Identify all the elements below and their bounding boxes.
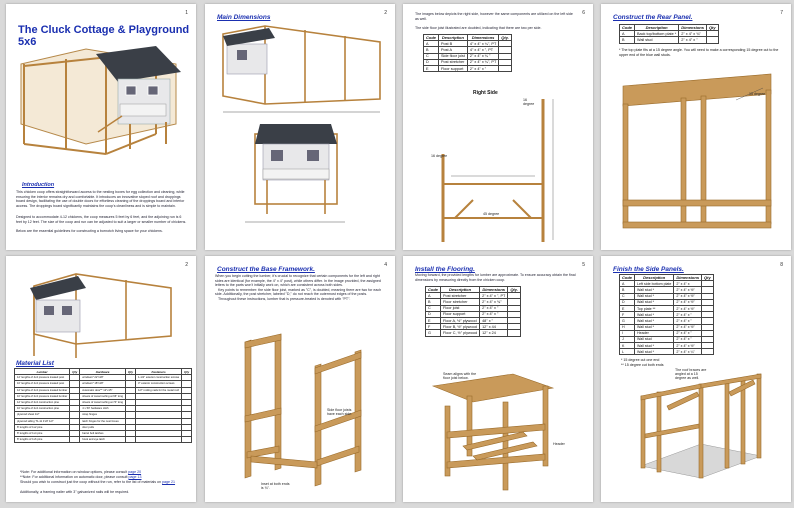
col-header: Code bbox=[424, 35, 439, 41]
col-header: Qty bbox=[182, 369, 192, 375]
drawing-subtitle: Right Side bbox=[473, 90, 498, 96]
table-row: 8' lengths of 1x2 pine door pulls bbox=[15, 424, 192, 430]
page-side-framing bbox=[403, 4, 593, 250]
page-1 bbox=[6, 4, 196, 250]
col-header: Code bbox=[426, 287, 441, 293]
table-row: J Wall stud 2" x 4" x " bbox=[620, 336, 714, 342]
page-number: 5 bbox=[582, 262, 585, 268]
col-header: Qty bbox=[706, 25, 718, 31]
page-side-panels bbox=[601, 256, 791, 502]
note-nailer: Additionally, a framing nailer with 3" galvanized nails will be required. bbox=[20, 490, 130, 494]
table-row: F Floor B, ½" plywood 12" x 44 bbox=[426, 324, 521, 330]
link-page-20[interactable]: page 20 bbox=[128, 470, 142, 474]
col-header: Description bbox=[635, 25, 679, 31]
table-row: C Side floor joist 2" x 4" x ¼ " bbox=[424, 53, 512, 59]
table-row: 12' lengths of 4x4 pressure treated post windows* 22"x18" 1-1/2" exterior construction screws bbox=[15, 375, 192, 381]
col-header: Dimensions bbox=[467, 35, 498, 41]
section-title: Install the Flooring. bbox=[415, 266, 475, 273]
table-row: 12' lengths of 2x4 pressure treated lumber Automatic door** 12"x15" 1/2" roofing nails for the metal roof bbox=[15, 387, 192, 393]
page-base-framework bbox=[205, 256, 395, 502]
table-row: 12' lengths of 2x4 construction pine sheets of metal roofing at 74" long bbox=[15, 399, 192, 405]
col-header: Dimensions bbox=[480, 287, 508, 293]
page-material-list bbox=[6, 256, 196, 502]
table-row: C Floor joist 2" x 4" x " bbox=[426, 305, 521, 311]
note-single-cut: * 15 degree cut one end bbox=[621, 358, 660, 362]
table-row: F Wall stud * 2" x 4" x " bbox=[620, 312, 714, 318]
table-row: A Post B 4" x 4" x ¼", PT bbox=[424, 41, 512, 47]
page-main-dimensions bbox=[205, 4, 395, 250]
coop-illustration bbox=[6, 4, 196, 250]
col-header: Dimensions bbox=[674, 275, 702, 281]
rear-panel-drawing bbox=[601, 4, 791, 250]
page-number: 4 bbox=[384, 262, 387, 268]
intro-paragraph-3: Below are the essential guidelines for constructing a bornotch living space for your chickens. bbox=[16, 229, 163, 233]
table-row: K Wall stud * 2" x 4" x ½" bbox=[620, 343, 714, 349]
page-number: 8 bbox=[780, 262, 783, 268]
note-text: The side floor joist illustrated are doubled, indicating that there are two per side. bbox=[415, 26, 542, 30]
intro-text: The images below depicts the right side, however the same components are utilized on the left side as well. bbox=[415, 12, 573, 21]
table-row: A Post stretcher 2" x 4" x ", PT bbox=[426, 293, 521, 299]
table-row: E Top plate ** 2" x 4" x ½" bbox=[620, 305, 714, 311]
intro-heading: Introduction bbox=[22, 182, 55, 188]
link-page-13[interactable]: page 13 bbox=[128, 475, 142, 479]
table-row: G Floor C, ½" plywood 12" x 24 bbox=[426, 330, 521, 336]
col-header: Code bbox=[620, 275, 635, 281]
table-row: D Wall stud * 2" x 4" x ½" bbox=[620, 299, 714, 305]
callout-roof-braces: The roof braces are angled at a 15 degree as well. bbox=[675, 368, 707, 380]
note-coop-only: Should you wish to construct just the coop without the run, refer to the list of materials on page 21 bbox=[20, 480, 176, 484]
table-row: H Wall stud * 2" x 4" x ½" bbox=[620, 324, 714, 330]
document-title: The Cluck Cottage & Playground 5x6 bbox=[18, 24, 190, 48]
angle-label: 16 degree bbox=[431, 154, 448, 158]
table-row: D Post stretcher 2" x 4" x ¼", PT bbox=[424, 59, 512, 65]
page-flooring bbox=[403, 256, 593, 502]
intro-paragraph-2: Designed to accommodate 4-12 chickens, the coop measures 5 feet by 6 feet, and the adjoining run is 6 feet by 12 feet. The size of the coop and run can be adjusted to suit a larger or smaller number of chickens. bbox=[16, 215, 187, 224]
table-row: I Header 2" x 4" x " bbox=[620, 330, 714, 336]
page-number: 1 bbox=[185, 10, 188, 16]
dimension-drawings bbox=[205, 4, 395, 250]
callout-side-joists: Side floor joists have each side. bbox=[327, 408, 353, 416]
table-row: E Floor support 2" x 4" x " bbox=[424, 65, 512, 71]
flooring-drawing bbox=[403, 256, 593, 502]
table-row: B Wall stud 2" x 4" x " bbox=[620, 37, 719, 43]
col-header: Qty. bbox=[499, 35, 512, 41]
page-number: 6 bbox=[582, 10, 585, 16]
col-header: Lumber bbox=[15, 369, 70, 375]
table-row: plywood siding T1-11 4'x8' 1/2" latch hinges for the nest boxes bbox=[15, 418, 192, 424]
table-row: G Wall stud * 2" x 4" x " bbox=[620, 318, 714, 324]
page-number: 7 bbox=[780, 10, 783, 16]
section-title: Construct the Rear Panel. bbox=[613, 14, 693, 21]
table-row: 8' lengths of 1x6 pine hook and eye latch bbox=[15, 437, 192, 443]
col-header: Description bbox=[635, 275, 674, 281]
note-double-cut: ** 15 degree cut both ends bbox=[621, 363, 664, 367]
note-door: **Note: For additional information on automatic door, please consult page 13 bbox=[20, 475, 142, 479]
col-header: Qty bbox=[125, 369, 135, 375]
section-title: Material List bbox=[16, 360, 54, 367]
callout-header: Header bbox=[553, 442, 565, 446]
section-title: Construct the Base Framework. bbox=[217, 266, 315, 273]
table-row: D Floor support 2" x 4" x " bbox=[426, 311, 521, 317]
col-header: Hardware bbox=[80, 369, 126, 375]
table-row: A Left side bottom plate 2" x 4" x bbox=[620, 281, 714, 287]
table-row: 8' lengths of 1x4 pine barrel bolt latches bbox=[15, 430, 192, 436]
angle-label: 15 degree bbox=[749, 92, 766, 96]
table-row: B Post A 4" x 4" x ", PT bbox=[424, 47, 512, 53]
section-title: Main Dimensions bbox=[217, 14, 271, 21]
base-frame-drawing bbox=[205, 256, 395, 502]
table-row: A Back top/bottom plate * 2" x 4" x ¾" bbox=[620, 31, 719, 37]
body-text: When you begin cutting the lumber, it's crucial to recognize that certain components for the left and right sides are identical (for example, the 4" x 4" post), while others differ. In the image provided, the assigned letters to the parts won't initially work on, which are consistent across both sides. Key points to remember: the side floor joist, marked as "C", is doubled, meaning there are two for each side. Additionally, the post stretcher, labeled "D," do not reach the outermost edges of the posts. Throughout these instructions, lumber that is pressure-treated is denoted with "PT". bbox=[215, 274, 382, 301]
link-page-21[interactable]: page 21 bbox=[162, 480, 176, 484]
callout-inset: Inset at both ends is ¾". bbox=[261, 482, 290, 490]
col-header: Description bbox=[439, 35, 468, 41]
table-row: B Wall stud * 2" x 4" x ½" bbox=[620, 287, 714, 293]
col-header: Dimensions bbox=[679, 25, 707, 31]
table-row: E Floor A, ½" plywood 48" x " bbox=[426, 317, 521, 323]
callout-seam: Seam aligns with the floor joist below. bbox=[443, 372, 477, 380]
page-number: 2 bbox=[384, 10, 387, 16]
page-rear-panel bbox=[601, 4, 791, 250]
col-header: Qty bbox=[70, 369, 80, 375]
intro-paragraph-1: This chicken coop offers straightforward access to the nesting boxes for egg collection and cleaning, while ensuring the interior remains dry and comfortable. It introduces an innovative sloped roof and droppings board design, facilitating the use of double doors for effortless cleaning of the droppings board and interior access. The droppings board significantly maintains the coop's cleanliness and is simple to maintain. bbox=[16, 190, 185, 208]
col-header: Qty. bbox=[508, 287, 521, 293]
table-row: B Floor stretcher 2" x 4" x ¾" bbox=[426, 299, 521, 305]
angle-label: 16 degree bbox=[523, 98, 535, 106]
body-text: Moving forward, the provided lengths for lumber are approximate. To ensure accuracy obtain the final dimensions by measuring directly from the chicken coop. bbox=[415, 273, 576, 282]
col-header: Qty bbox=[702, 275, 714, 281]
table-row: L Wall stud * 2" x 4" x ¼" bbox=[620, 349, 714, 355]
table-row: 10' lengths of 4x4 pressure treated post windows* 18"x18" 3" exterior construction screws bbox=[15, 381, 192, 387]
note-text: * The top plate fits at a 15 degree angle. You will need to make a corresponding 15 degree cut to the upper end of the blue wall studs. bbox=[619, 48, 779, 57]
angle-label: 45 degree bbox=[483, 212, 500, 216]
col-header: Code bbox=[620, 25, 635, 31]
table-row: plywood sheet 1/2" strap hinges bbox=[15, 412, 192, 418]
col-header: Fasteners bbox=[136, 369, 182, 375]
table-row: 10' lengths of 2x4 construction pine 4 x 50' hardware cloth bbox=[15, 406, 192, 412]
table-row: 10' lengths of 2x4 pressure treated lumber sheets of metal roofing at 66" long bbox=[15, 393, 192, 399]
section-title: Finish the Side Panels. bbox=[613, 266, 684, 273]
table-row: C Wall stud * 2" x 4" x ½" bbox=[620, 293, 714, 299]
col-header: Description bbox=[441, 287, 480, 293]
page-number: 2 bbox=[185, 262, 188, 268]
note-windows: *Note: For additional information on window options, please consult page 20 bbox=[20, 470, 142, 474]
material-table bbox=[14, 368, 192, 443]
